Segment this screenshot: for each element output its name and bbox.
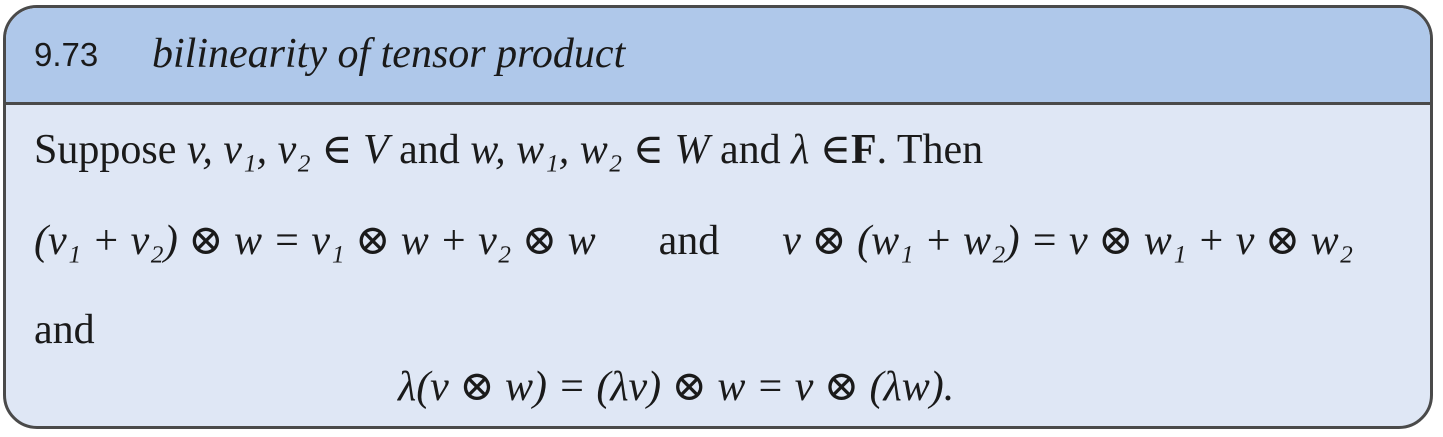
result-title: bilinearity of tensor product [152, 31, 626, 77]
scalar-equation: λ(v ⊗ w) = (λv) ⊗ w = v ⊗ (λw). [398, 364, 955, 410]
lambda-in: λ ∈ [791, 127, 851, 173]
field-F: F [850, 127, 877, 173]
definition-box [3, 5, 1433, 429]
left-additivity-equation: (v₁ + v₂) ⊗ w = v₁ ⊗ w + v₂ ⊗ w [34, 218, 596, 264]
right-additivity-equation: v ⊗ (w₁ + w₂) = v ⊗ w₁ + v ⊗ w₂ [782, 218, 1354, 264]
and-text-1: and [399, 127, 460, 173]
and-text-4: and [34, 307, 95, 353]
homogeneity-equation [398, 362, 954, 412]
result-number: 9.73 [34, 36, 99, 73]
then-text: . Then [876, 127, 984, 173]
hypothesis-line [34, 125, 983, 175]
and-text-2: and [720, 127, 781, 173]
in-W: ∈ W [632, 127, 710, 173]
in-V: ∈ V [321, 127, 389, 173]
and-text-3: and [658, 218, 720, 264]
box-header [6, 8, 1430, 105]
and-line [34, 305, 95, 355]
vectors-w: w, w₁, w₂ [470, 127, 623, 173]
additivity-line [34, 216, 1353, 266]
suppose-text: Suppose [34, 127, 177, 173]
vectors-v: v, v₁, v₂ [186, 127, 311, 173]
